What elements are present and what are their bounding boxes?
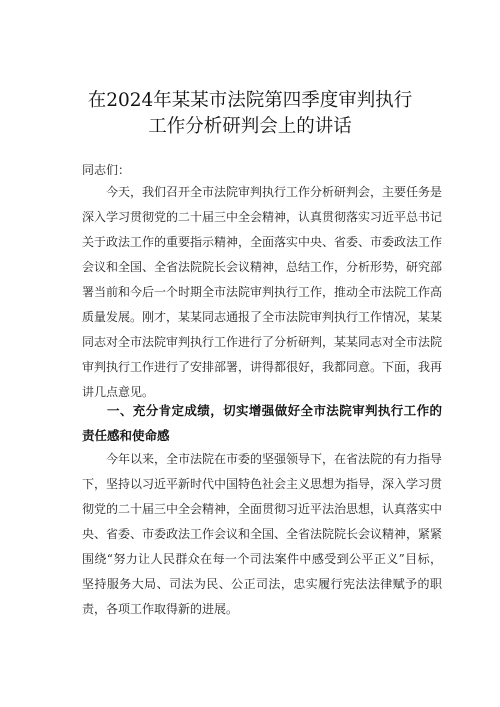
paragraph-achievements: 今年以来，全市法院在市委的坚强领导下，在省法院的有力指导下，坚持以习近平新时代中国特色社会主义思想为指导，深入学习贯彻党的二十届三中全会精神，全面贯彻习近平法治思想，认真落实中央、省委、市委政法工作会议和全国、全省法院院长会议精神，紧紧围绕“努力让人民群众在每一个司法案件中感受到公平正义”目标，坚持服务大局、司法为民、公正司法，忠实履行宪法法律赋予的职责，各项工作取得新的进展。: [82, 452, 443, 616]
salutation: 同志们：: [82, 163, 131, 177]
section-heading-1: 一、充分肯定成绩，切实增强做好全市法院审判执行工作的责任感和使命感: [82, 403, 442, 443]
paragraph-intro: 今天，我们召开全市法院审判执行工作分析研判会，主要任务是深入学习贯彻党的二十届三中全会精神，认真贯彻落实习近平总书记关于政法工作的重要指示精神，全面落实中央、省委、市委政法工作会议和全国、全省法院院长会议精神，总结工作，分析形势，研究部署当前和今后一个时期全市法院审判执行工作，推动全市法院工作高质量发展。刚才，某某同志通报了全市法院审判执行工作情况，某某同志对全市法院审判执行工作进行了分析研判，某某同志对全市法院审判执行工作进行了安排部署，讲得都很好，我都同意。下面，我再讲几点意见。: [82, 185, 443, 399]
document-title-line-1: 在2024年某某市法院第四季度审判执行: [87, 90, 413, 111]
document-title-line-2: 工作分析研判会上的讲话: [148, 116, 352, 137]
